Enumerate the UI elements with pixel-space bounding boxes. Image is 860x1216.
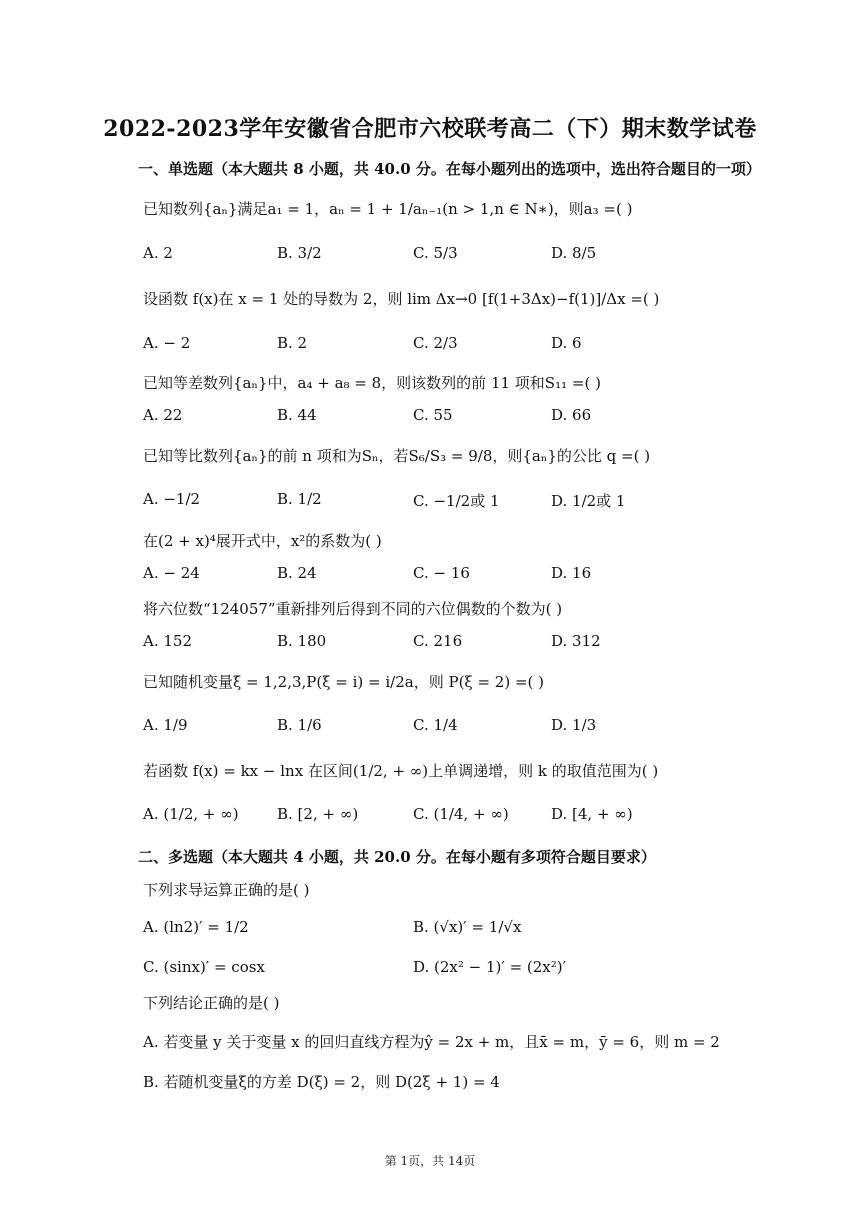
- section-single-choice: 一、单选题（本大题共 8 小题，共 40.0 分。在每小题列出的选项中，选出符合题目的一项）: [138, 160, 761, 178]
- page-footer: 第 1页，共 14页: [384, 1154, 476, 1168]
- q3-option-b: B. 44: [277, 406, 317, 424]
- q8-option-a: A. (1/2, + ∞): [143, 805, 239, 823]
- page-title: 2022-2023学年安徽省合肥市六校联考高二（下）期末数学试卷: [103, 116, 757, 142]
- q6-option-a: A. 152: [143, 632, 192, 650]
- q10-option-a: A. 若变量 y 关于变量 x 的回归直线方程为ŷ = 2x + m，且x̄ = m，ȳ = 6，则 m = 2: [143, 1033, 720, 1051]
- q2-option-b: B. 2: [277, 334, 308, 352]
- q9-option-a: A. (ln2)′ = 1/2: [143, 918, 249, 936]
- q1-option-c: C. 5/3: [413, 244, 458, 262]
- q4-option-b: B. 1/2: [277, 490, 322, 508]
- q10-option-b: B. 若随机变量ξ的方差 D(ξ) = 2，则 D(2ξ + 1) = 4: [143, 1073, 500, 1091]
- question-3: 已知等差数列{aₙ}中，a₄ + a₈ = 8，则该数列的前 11 项和S₁₁ =( ): [143, 374, 601, 392]
- question-9: 下列求导运算正确的是( ): [143, 881, 310, 899]
- q3-option-a: A. 22: [143, 406, 183, 424]
- q4-option-d: D. 1/2或 1: [551, 492, 626, 510]
- q4-option-a: A. −1/2: [143, 490, 201, 508]
- q8-option-d: D. [4, + ∞): [551, 805, 633, 823]
- q9-option-b: B. (√x)′ = 1/√x: [413, 918, 522, 936]
- q6-option-d: D. 312: [551, 632, 601, 650]
- q5-option-d: D. 16: [551, 564, 592, 582]
- q8-option-c: C. (1/4, + ∞): [413, 805, 509, 823]
- question-4: 已知等比数列{aₙ}的前 n 项和为Sₙ，若S₆/S₃ = 9/8，则{aₙ}的公比 q =( ): [143, 447, 651, 465]
- q4-option-c: C. −1/2或 1: [413, 492, 500, 510]
- question-10: 下列结论正确的是( ): [143, 994, 280, 1012]
- q5-option-c: C. − 16: [413, 564, 470, 582]
- q7-option-d: D. 1/3: [551, 716, 597, 734]
- question-6: 将六位数“124057”重新排列后得到不同的六位偶数的个数为( ): [143, 600, 563, 618]
- question-5: 在(2 + x)⁴展开式中，x²的系数为( ): [143, 532, 382, 550]
- q8-option-b: B. [2, + ∞): [277, 805, 359, 823]
- q1-option-a: A. 2: [143, 244, 173, 262]
- q3-option-d: D. 66: [551, 406, 592, 424]
- q9-option-c: C. (sinx)′ = cosx: [143, 958, 265, 976]
- q7-option-c: C. 1/4: [413, 716, 458, 734]
- q2-option-c: C. 2/3: [413, 334, 458, 352]
- q2-option-d: D. 6: [551, 334, 582, 352]
- q7-option-a: A. 1/9: [143, 716, 188, 734]
- question-8: 若函数 f(x) = kx − lnx 在区间(1/2, + ∞)上单调递增，则 k 的取值范围为( ): [143, 762, 659, 780]
- q6-option-c: C. 216: [413, 632, 463, 650]
- q5-option-b: B. 24: [277, 564, 317, 582]
- q1-option-b: B. 3/2: [277, 244, 322, 262]
- q9-option-d: D. (2x² − 1)′ = (2x²)′: [413, 958, 567, 976]
- question-2: 设函数 f(x)在 x = 1 处的导数为 2，则 lim Δx→0 [f(1+3Δx)−f(1)]/Δx =( ): [143, 290, 660, 308]
- q6-option-b: B. 180: [277, 632, 327, 650]
- q1-option-d: D. 8/5: [551, 244, 597, 262]
- q2-option-a: A. − 2: [143, 334, 191, 352]
- question-1: 已知数列{aₙ}满足a₁ = 1，aₙ = 1 + 1/aₙ₋₁(n > 1,n ∈ N∗)，则a₃ =( ): [143, 200, 633, 218]
- question-7: 已知随机变量ξ = 1,2,3,P(ξ = i) = i/2a，则 P(ξ = 2) =( ): [143, 673, 544, 691]
- q3-option-c: C. 55: [413, 406, 453, 424]
- q7-option-b: B. 1/6: [277, 716, 322, 734]
- q5-option-a: A. − 24: [143, 564, 200, 582]
- section-multiple-choice: 二、多选题（本大题共 4 小题，共 20.0 分。在每小题有多项符合题目要求）: [138, 848, 656, 866]
